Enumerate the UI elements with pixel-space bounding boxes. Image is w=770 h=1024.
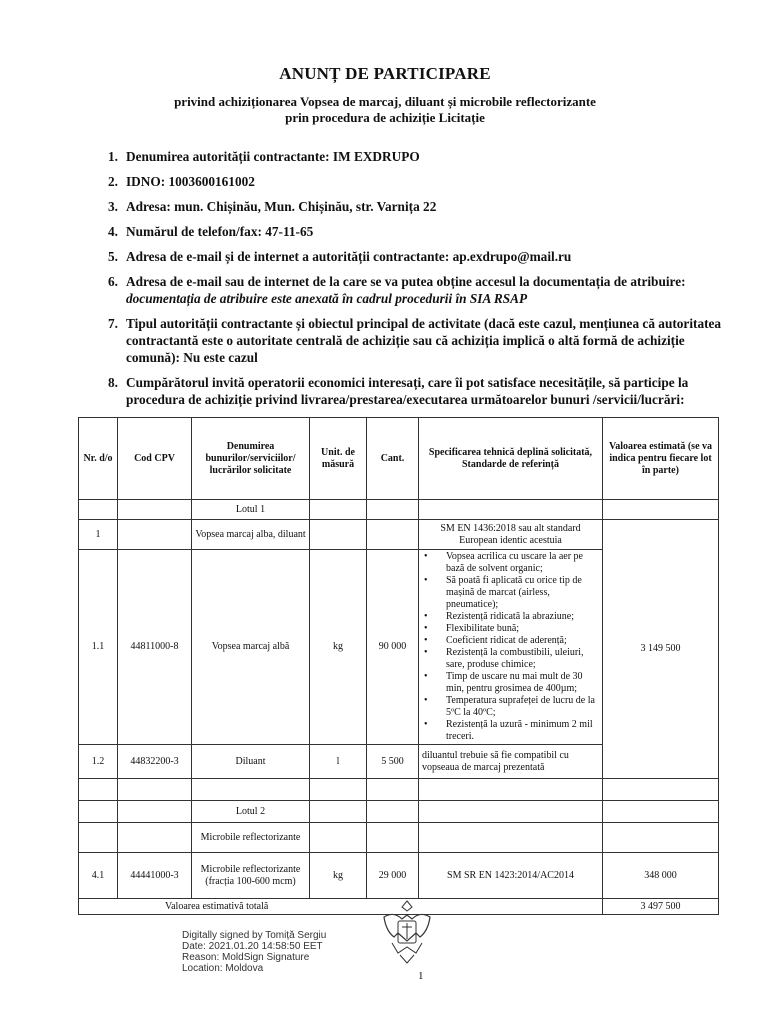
- cell-nr: 1.1: [79, 550, 118, 745]
- list-item: [108, 248, 740, 265]
- list-item: [108, 223, 740, 240]
- spec-bullet: • Vopsea acrilica cu uscare la aer pe bază de solvent organic;: [442, 551, 599, 575]
- cell-nr: 1.2: [79, 745, 118, 779]
- header-value: Valoarea estimată (se va indica pentru fiecare lot în parte): [603, 418, 719, 500]
- table-row: [79, 853, 719, 899]
- cell-nr: 1: [79, 520, 118, 550]
- table-row: [79, 779, 719, 801]
- header-spec: Specificarea tehnică deplină solicitată, Standarde de referință: [419, 418, 603, 500]
- item-text: Tipul autorității contractante și obiectul principal de activitate (dacă este cazul, mențiunea că autoritatea contractantă este o autoritate centrală de achiziție sau că achiziția implică o altă formă de achiziție comună): Nu este cazul: [126, 316, 722, 365]
- spec-bullet: • Rezistență ridicată la abraziune;: [442, 611, 599, 623]
- cell-cpv: 44811000-8: [118, 550, 192, 745]
- total-value: 3 497 500: [603, 899, 719, 915]
- header-name: Denumirea bunurilor/serviciilor/ lucrărilor solicitate: [192, 418, 310, 500]
- coat-of-arms-seal-icon: [376, 897, 438, 967]
- item-text: Numărul de telefon/fax: 47-11-65: [126, 224, 314, 239]
- subtitle-line-2: prin procedura de achiziție Licitație: [285, 110, 485, 125]
- spec-bullet: • Rezistență la uzură - minimum 2 mil treceri.: [442, 719, 599, 743]
- cell-name: Diluant: [192, 745, 310, 779]
- total-label: Valoarea estimativă totală: [79, 899, 603, 915]
- procurement-table: [78, 417, 719, 915]
- item-number: 5.: [108, 249, 118, 264]
- item-number: 2.: [108, 174, 118, 189]
- list-item: [108, 173, 740, 190]
- spec-bullet: • Flexibilitate bună;: [442, 623, 599, 635]
- lot-2-label: Lotul 2: [192, 801, 310, 823]
- cell-unit: kg: [310, 550, 367, 745]
- page-number: 1: [418, 970, 424, 982]
- list-item: [108, 198, 740, 215]
- cell-spec: SM SR EN 1423:2014/AC2014: [419, 853, 603, 899]
- cell-unit: kg: [310, 853, 367, 899]
- item-text: Adresa de e-mail și de internet a autorității contractante: ap.exdrupo@mail.ru: [126, 249, 572, 264]
- cell-name: Vopsea marcaj alba, diluant: [192, 520, 310, 550]
- list-item: [108, 273, 740, 307]
- cell-spec: diluantul trebuie să fie compatibil cu vopseaua de marcaj prezentată: [419, 745, 603, 779]
- spec-bullet: • Să poată fi aplicată cu orice tip de mașină de marcat (airless, pneumatice);: [442, 575, 599, 611]
- item-text: IDNO: 1003600161002: [126, 174, 255, 189]
- cell-nr: 4.1: [79, 853, 118, 899]
- item-number: 7.: [108, 316, 118, 331]
- spec-bullet-list: [422, 551, 599, 743]
- signature-line: Date: 2021.01.20 14:58:50 EET: [182, 941, 323, 952]
- header-nr: Nr. d/o: [79, 418, 118, 500]
- list-item: [108, 315, 740, 366]
- cell-unit: l: [310, 745, 367, 779]
- cell-spec: [419, 550, 603, 745]
- cell-qty: 5 500: [367, 745, 419, 779]
- document-subtitle: [0, 94, 770, 126]
- item-text: Adresa de e-mail sau de internet de la care se va putea obține accesul la documentația de atribuire:: [126, 274, 686, 289]
- signature-line: Reason: MoldSign Signature: [182, 952, 310, 963]
- item-italic-text: documentația de atribuire este anexată în cadrul procedurii în SIA RSAP: [126, 291, 528, 306]
- cell-value: 3 149 500: [603, 520, 719, 779]
- signature-line: Location: Moldova: [182, 963, 264, 974]
- table-row: [79, 500, 719, 520]
- cell-name: Microbile reflectorizante (fracția 100-600 mcm): [192, 853, 310, 899]
- cell-value: 348 000: [603, 853, 719, 899]
- digital-signature: [182, 930, 326, 974]
- table-row: [79, 520, 719, 550]
- spec-bullet: • Temperatura suprafeței de lucru de la 5ºC la 40ºC;: [442, 695, 599, 719]
- table-row: [79, 823, 719, 853]
- cell-cpv: 44832200-3: [118, 745, 192, 779]
- cell-cpv: 44441000-3: [118, 853, 192, 899]
- item-number: 1.: [108, 149, 118, 164]
- item-number: 8.: [108, 375, 118, 390]
- cell-qty: 29 000: [367, 853, 419, 899]
- announcement-items: [108, 148, 740, 412]
- spec-bullet: • Timp de uscare nu mai mult de 30 min, pentru grosimea de 400µm;: [442, 671, 599, 695]
- spec-bullet: • Coeficient ridicat de aderență;: [442, 635, 599, 647]
- lot-1-label: Lotul 1: [192, 500, 310, 520]
- subtitle-line-1: privind achiziționarea Vopsea de marcaj, diluant și microbile reflectorizante: [174, 94, 596, 109]
- list-item: [108, 374, 740, 408]
- list-item: [108, 148, 740, 165]
- item-text: Cumpărătorul invită operatorii economici interesați, care îi pot satisface necesitățile, să participe la procedura de achiziție privind livrarea/prestarea/executarea următoarelor bunuri /servicii/lucrări:: [126, 375, 689, 407]
- header-qty: Cant.: [367, 418, 419, 500]
- signature-line: Digitally signed by Tomiță Sergiu: [182, 930, 327, 941]
- item-text: Adresa: mun. Chișinău, Mun. Chișinău, str. Varnița 22: [126, 199, 437, 214]
- item-number: 6.: [108, 274, 118, 289]
- lot-2-name: Microbile reflectorizante: [192, 823, 310, 853]
- item-number: 4.: [108, 224, 118, 239]
- header-cpv: Cod CPV: [118, 418, 192, 500]
- table-header-row: [79, 418, 719, 500]
- item-number: 3.: [108, 199, 118, 214]
- spec-bullet: • Rezistență la combustibili, uleiuri, sare, produse chimice;: [442, 647, 599, 671]
- header-unit: Unit. de măsură: [310, 418, 367, 500]
- cell-name: Vopsea marcaj albă: [192, 550, 310, 745]
- cell-qty: 90 000: [367, 550, 419, 745]
- document-title: ANUNȚ DE PARTICIPARE: [279, 64, 491, 83]
- table-row: [79, 801, 719, 823]
- cell-spec: SM EN 1436:2018 sau alt standard European identic acestuia: [419, 520, 603, 550]
- item-text: Denumirea autorității contractante: IM EXDRUPO: [126, 149, 420, 164]
